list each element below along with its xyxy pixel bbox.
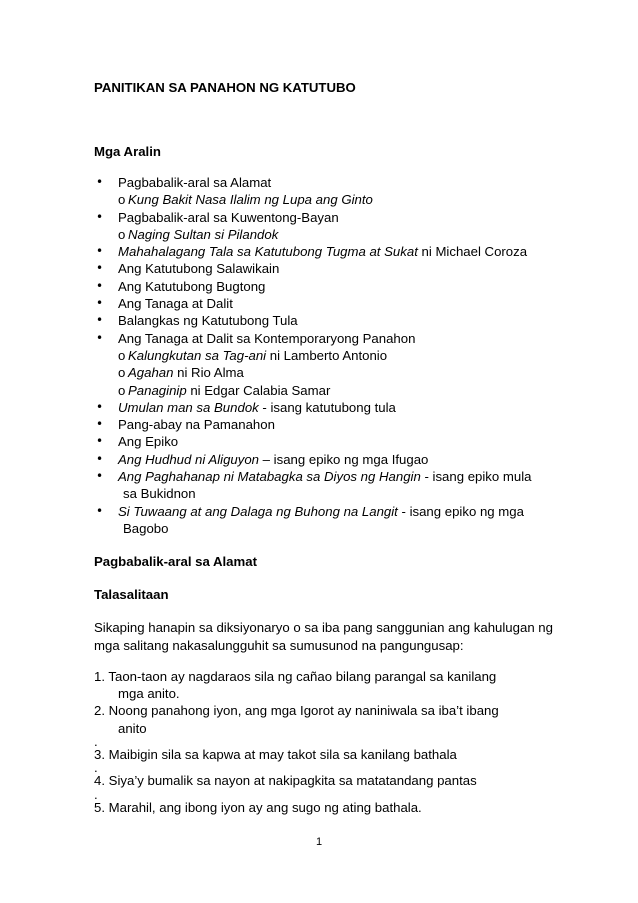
list-item: • Pagbabalik-aral sa Alamat [94, 174, 554, 191]
sub-list-item: o Kalungkutan sa Tag-ani ni Lamberto Antonio [94, 347, 554, 364]
sub-list-item: o Agahan ni Rio Alma [94, 364, 554, 381]
lesson-list [94, 174, 554, 537]
list-item: • Ang Hudhud ni Aliguyon – isang epiko ng mga Ifugao [94, 451, 554, 468]
talasalitaan-heading: Talasalitaan [94, 587, 169, 603]
list-item: 2. Noong panahong iyon, ang mga Igorot ay naniniwala sa iba’t ibang anito . [94, 703, 499, 750]
list-item: • Mahahalagang Tala sa Katutubong Tugma at Sukat ni Michael Coroza [94, 243, 554, 260]
list-item: • Ang Katutubong Bugtong [94, 278, 554, 295]
document-title: PANITIKAN SA PANAHON NG KATUTUBO [94, 80, 356, 95]
list-item: • Ang Tanaga at Dalit [94, 295, 554, 312]
list-item: • Pagbabalik-aral sa Kuwentong-Bayan [94, 209, 554, 226]
section-title: Pagbabalik-aral sa Alamat [94, 554, 257, 570]
instructions-paragraph: Sikaping hanapin sa diksiyonaryo o sa iba pang sanggunian ang kahulugan ng mga salitang nakasalungguhit sa sumusunod na pangungusap: [94, 620, 553, 653]
list-item: • Ang Paghahanap ni Matabagka sa Diyos ng Hangin - isang epiko mula sa Bukidnon [94, 468, 554, 503]
list-item: 5. Marahil, ang ibong iyon ay ang sugo ng ating bathala. [94, 799, 422, 815]
list-item: • Umulan man sa Bundok - isang katutubong tula [94, 399, 554, 416]
sentence-list [94, 668, 554, 816]
aralin-heading: Mga Aralin [94, 144, 161, 159]
list-item: • Ang Epiko [94, 433, 554, 450]
list-item: • Pang-abay na Pamanahon [94, 416, 554, 433]
list-item: 1. Taon-taon ay nagdaraos sila ng cañao bilang parangal sa kanilang mga anito. [94, 668, 497, 702]
list-item: • Balangkas ng Katutubong Tula [94, 312, 554, 329]
page-number: 1 [315, 836, 323, 848]
list-item: 3. Maibigin sila sa kapwa at may takot sila sa kanilang bathala . [94, 747, 457, 776]
sub-list-item: o Panaginip ni Edgar Calabia Samar [94, 382, 554, 399]
list-item: • Ang Katutubong Salawikain [94, 260, 554, 277]
list-item: 4. Siya’y bumalik sa nayon at nakipagkita sa matatandang pantas . [94, 773, 477, 802]
sub-list-item: o Naging Sultan si Pilandok [94, 226, 554, 243]
list-item: • Ang Tanaga at Dalit sa Kontemporaryong Panahon [94, 330, 554, 347]
sub-list-item: o Kung Bakit Nasa Ilalim ng Lupa ang Ginto [94, 191, 554, 208]
page-content [94, 80, 554, 816]
list-item: • Si Tuwaang at ang Dalaga ng Buhong na Langit - isang epiko ng mga Bagobo [94, 503, 554, 538]
